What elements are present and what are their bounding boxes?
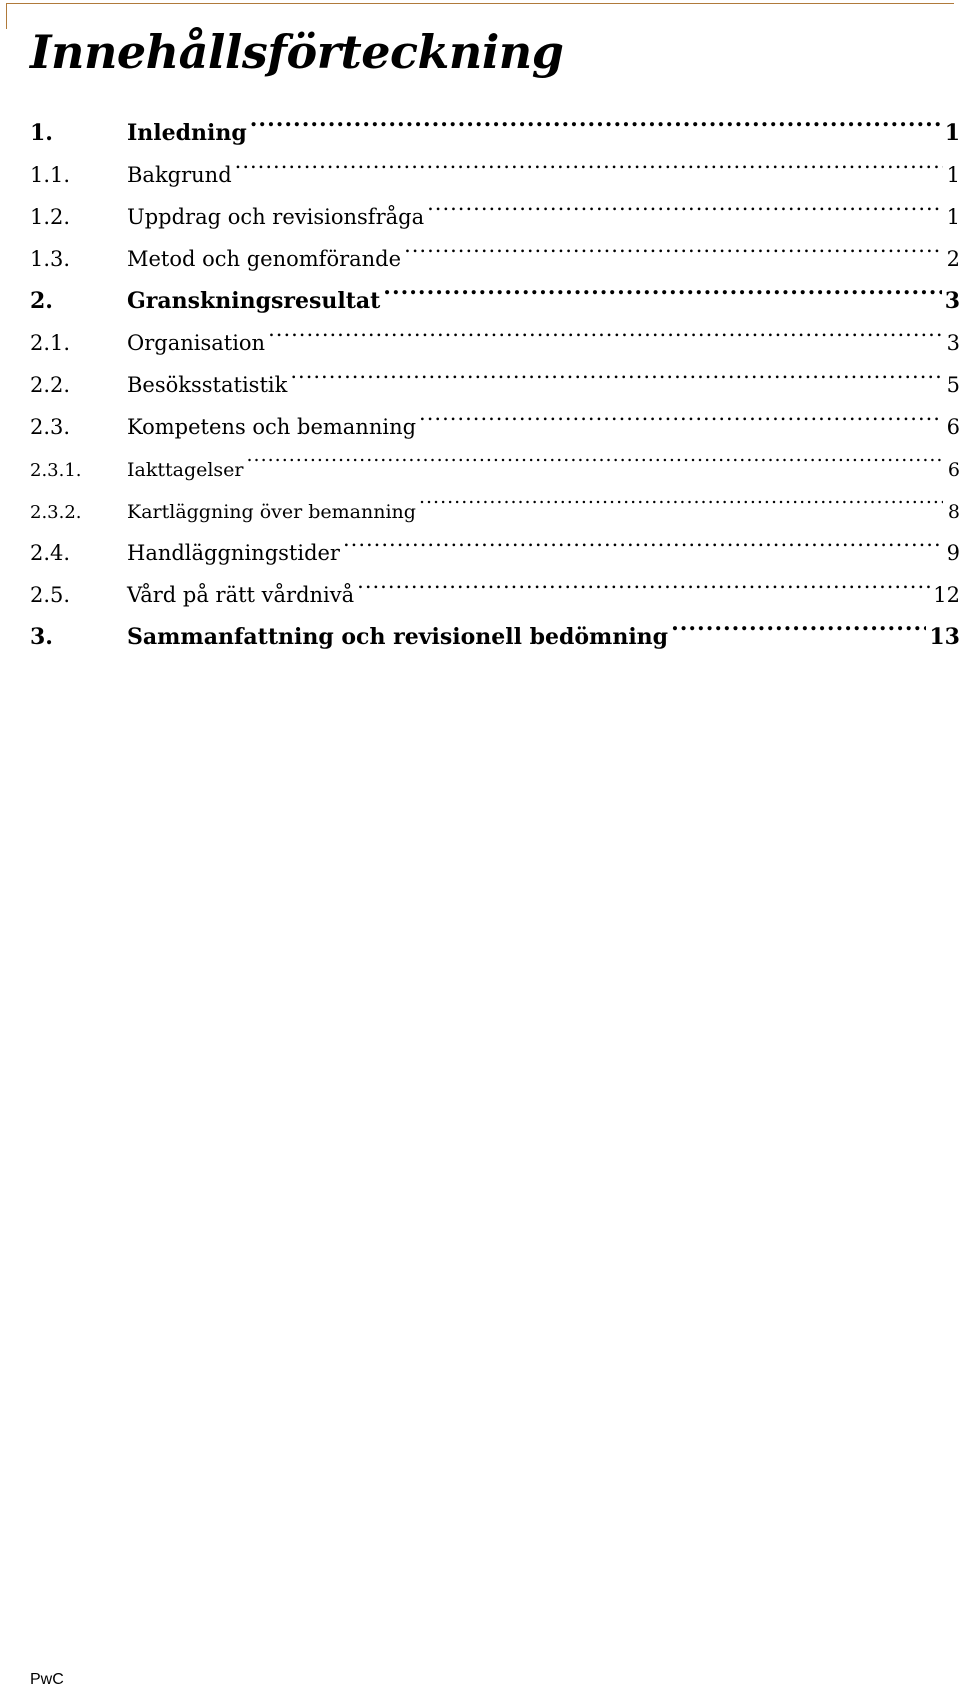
page-title: Innehållsförteckning: [30, 25, 564, 79]
toc-entry-label: Organisation: [127, 331, 266, 355]
toc-entry-page-number: 1: [946, 205, 960, 229]
toc-entry-number: 3.: [30, 624, 53, 650]
toc-entry-page-number: 1: [944, 120, 960, 146]
toc-entry-number: 1.2.: [30, 205, 71, 229]
toc-entry-number: 2.3.2.: [30, 502, 82, 523]
toc-entry-label: Granskningsresultat: [127, 288, 381, 314]
footer-brand: PwC: [30, 1671, 64, 1688]
toc-dot-leader: [419, 476, 943, 518]
toc-entry-label: Sammanfattning och revisionell bedömning: [127, 624, 669, 650]
toc-entry-page-number: 3: [944, 288, 960, 314]
toc-entry-page-number: 9: [946, 541, 960, 565]
toc-entry-number: 2.: [30, 288, 53, 314]
toc-entry-page-number: 3: [946, 331, 960, 355]
toc-entry-number: 2.4.: [30, 541, 71, 565]
toc-entry-page-number: 8: [947, 501, 960, 523]
toc-dot-leader: [268, 308, 943, 350]
toc-dot-leader: [383, 266, 941, 308]
toc-dot-leader: [343, 518, 943, 560]
toc-entry-number: 2.3.1.: [30, 460, 82, 481]
toc-entry-number: 1.3.: [30, 247, 71, 271]
toc-dot-leader: [290, 350, 943, 392]
toc-dot-leader: [427, 182, 943, 224]
toc-entry-number: 2.1.: [30, 331, 71, 355]
toc-entry-label: Kartläggning över bemanning: [127, 501, 416, 523]
toc-entry-number: 2.2.: [30, 373, 71, 397]
page-border-top: [6, 3, 954, 4]
table-of-contents: [30, 98, 960, 650]
toc-entry-number: 2.3.: [30, 415, 71, 439]
toc-entry-page-number: 13: [929, 624, 960, 650]
toc-entry-number: 2.5.: [30, 583, 71, 607]
toc-entry-page-number: 12: [933, 583, 960, 607]
toc-dot-leader: [250, 98, 942, 140]
toc-entry-number: 1.: [30, 120, 53, 146]
toc-entry-label: Besöksstatistik: [127, 373, 288, 397]
toc-entry-page-number: 6: [946, 415, 960, 439]
toc-entry-label: Vård på rätt vårdnivå: [127, 583, 355, 607]
toc-dot-leader: [404, 224, 943, 266]
page-border-left: [6, 3, 7, 29]
toc-entry-label: Kompetens och bemanning: [127, 415, 417, 439]
toc-entry-label: Iakttagelser: [127, 459, 244, 481]
toc-entry-label: Handläggningstider: [127, 541, 340, 565]
toc-entry-page-number: 5: [946, 373, 960, 397]
toc-dot-leader: [671, 602, 926, 644]
toc-entry[interactable]: [30, 98, 960, 146]
toc-entry-page-number: 6: [947, 459, 960, 481]
toc-entry-label: Inledning: [127, 120, 247, 146]
toc-entry-number: 1.1.: [30, 163, 71, 187]
toc-dot-leader: [235, 140, 943, 182]
toc-entry-label: Bakgrund: [127, 163, 232, 187]
toc-dot-leader: [357, 560, 930, 602]
toc-entry-label: Uppdrag och revisionsfråga: [127, 205, 425, 229]
toc-dot-leader: [419, 392, 943, 434]
toc-dot-leader: [247, 434, 943, 476]
toc-entry-label: Metod och genomförande: [127, 247, 402, 271]
toc-entry-page-number: 2: [946, 247, 960, 271]
toc-entry-page-number: 1: [946, 163, 960, 187]
